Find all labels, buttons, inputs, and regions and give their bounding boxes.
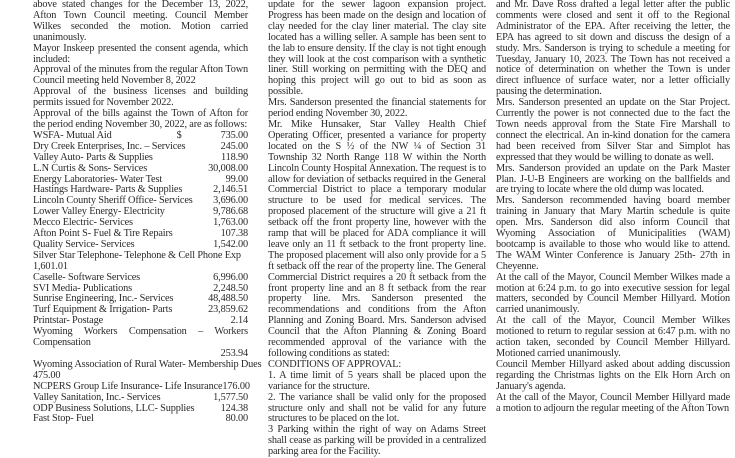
bill-amount: 1,542.00 xyxy=(213,238,248,250)
bill-payee: Quality Service- Services xyxy=(33,238,135,250)
paragraph: At the call of the Mayor, Council Member Hillyard made a motion to adjourn the regular meeting of the Afton Town xyxy=(496,391,730,414)
bill-payee: Energy Laboratories- Water Test xyxy=(33,173,163,185)
bill-payee: Valley Auto- Parts & Supplies xyxy=(33,151,153,163)
bill-amount: 107.38 xyxy=(220,228,248,240)
bill-payee: WSFA- Mutual Aid xyxy=(33,129,112,141)
currency-symbol: $ xyxy=(176,129,182,141)
paragraph: Mrs. Sanderson presented the financial statements for period ending November 30, 2022. xyxy=(268,97,486,120)
bill-amount: 1,601.01 xyxy=(33,260,68,272)
bill-payee: Wyoming Association of Rural Water- Membership Dues xyxy=(33,358,262,370)
paragraph: Mayor Inskeep presented the consent agenda, which included: xyxy=(33,42,248,65)
bill-row xyxy=(33,393,248,404)
bill-payee: L.N Curtis & Sons- Services xyxy=(33,162,148,174)
bill-amount: 475.00 xyxy=(33,369,61,381)
paragraph: and Mr. Dave Ross drafted a legal letter after the public comments were closed and sent it off to the Regional Administrator of the EPA. After receiving the letter, the EPA has agreed to sit down and discuss the design of a study. Mrs. Sanderson is trying to schedule a meeting for Tuesday, January 10, 2023. The Town has not received a notice of determination on whether the Town is under direct influence of surface water, nor a letter officially pausing the determination. xyxy=(496,0,730,98)
paragraph: Mr. Mike Hunsaker, Star Valley Health Chief Operating Officer, presented a variance for property located on the S ½ of the NW ¼ of Section 31 Township 32 North Range 118 W within the North Lincoln County Hospital Annexation. The request is to allow for deviation of setbacks required in the General Commercial District to place a temporary modular structure to be used for medical services. The proposed placement of the structure will give a 21 ft setback off the front property line, however with the ramp that will be placed for ADA compliance it will leave only an 11 ft setback to the front property line. The proposed placement will also only provide for a 5 ft setback off the rear of the property line. The General Commercial District requires a 20 ft setback from the front property line and an 8 ft setback from the rear property line. Mrs. Sanderson presented the recommendations and conditions from the Afton Planning and Zoning Board. Mrs. Sanderson advised Council that the Afton Planning & Zoning Board recommended approval of the variance with the following conditions as stated: xyxy=(268,118,486,359)
paragraph: CONDITIONS OF APPROVAL: xyxy=(268,358,402,370)
bill-payee: Fast Stop- Fuel xyxy=(33,413,94,425)
bill-row xyxy=(33,164,248,175)
paragraph: 3 Parking within the right of way on Adams Street shall cease as parking will be provided in a centralized parking area for the Facility. xyxy=(268,424,486,458)
bill-amount: 245.00 xyxy=(220,140,248,152)
bill-payee: NCPERS Group Life Insurance- Life Insurance xyxy=(33,380,223,392)
paragraph: Approval of the minutes from the regular Afton Town Council meeting held November 8, 2022 xyxy=(33,64,248,87)
bill-amount: 735.00 xyxy=(220,129,248,141)
bill-payee: Wyoming Workers Compensation – Workers Compensation xyxy=(33,326,248,349)
bill-row xyxy=(33,251,248,273)
bill-amount: 2,248.50 xyxy=(213,282,248,294)
bill-amount: 30,008.00 xyxy=(208,162,248,174)
bill-payee: Hastings Hardware- Parts & Supplies xyxy=(33,184,183,196)
paragraph: 1. A time limit of 5 years shall be placed upon the variance for the structure. xyxy=(268,369,486,392)
bill-row xyxy=(33,414,248,425)
bill-row xyxy=(33,358,262,382)
bill-payee: Silver Star Telephone- Telephone & Cell Phone Exp xyxy=(33,249,241,261)
bill-amount: 99.00 xyxy=(225,173,248,185)
bill-payee: Afton Point S- Fuel & Tire Repairs xyxy=(33,228,173,240)
bill-amount: 176.00 xyxy=(222,380,250,392)
bill-amount: 124.38 xyxy=(220,402,248,414)
bill-amount: 6,996.00 xyxy=(213,271,248,283)
bill-amount: 1,577.50 xyxy=(213,391,248,403)
bill-amount: 1,763.00 xyxy=(213,217,248,229)
bill-payee: SVI Media- Publications xyxy=(33,282,132,294)
bill-amount: 9,786.68 xyxy=(213,206,248,218)
paragraph: At the call of the Mayor, Council Member Wilkes motioned to return to regular session at 6:47 p.m. with no action taken, seconded by Council Member Hillyard. Motioned carried unanimously. xyxy=(496,315,730,359)
paragraph: Council Member Hillyard asked about adding discussion regarding the Christmas lights on the Elk Horn Arch on January's agenda. xyxy=(496,358,730,392)
paragraph: update for the sewer lagoon expansion project. Progress has been made on the design and location of clay needed for the clay liner material. The clay site located has a willing seller. A sample has been sent to the lab to ensure density. If the clay is not tight enough they will look at the cost comparison with a synthetic liner. Still working on permitting with the DEQ and hoping this project will go out to bid as soon as possible. xyxy=(268,0,486,98)
bill-payee: ODP Business Solutions, LLC- Supplies xyxy=(33,402,195,414)
bill-amount: 2,146.51 xyxy=(213,184,248,196)
bill-row xyxy=(33,327,248,360)
bill-payee: Valley Sanitation, Inc.- Services xyxy=(33,391,161,403)
bill-payee: Sunrise Engineering, Inc.- Services xyxy=(33,293,174,305)
bill-amount: 3,696.00 xyxy=(213,195,248,207)
column-middle xyxy=(268,0,486,458)
bill-payee: Caselle- Software Services xyxy=(33,271,141,283)
paragraph: 2. The variance shall be valid only for the proposed structure only and shall not be valid for any future structures to be placed on the lot. xyxy=(268,391,486,425)
paragraph: above stated changes for the December 13, 2022, Afton Town Council meeting. Council Member Wilkes seconded the motion. Motion carried unanimously. xyxy=(33,0,248,43)
column-right xyxy=(496,0,730,414)
bill-payee: Lincoln County Sheriff Office- Services xyxy=(33,195,193,207)
column-left xyxy=(33,0,262,425)
bill-row xyxy=(33,404,248,415)
bill-payee: Printstar- Postage xyxy=(33,315,104,327)
bill-payee: Dry Creek Enterprises, Inc. – Services xyxy=(33,140,186,152)
bill-payee: Mecco Electric- Services xyxy=(33,217,133,229)
bill-amount: 253.94 xyxy=(220,348,248,359)
bill-amount: 48,488.50 xyxy=(208,293,248,305)
paragraph: Mrs. Sanderson provided an update on the Park Master Plan. J-U-B Engineers are working on the ballfields and are trying to locate where the old dump was located. xyxy=(496,162,730,196)
paragraph: Mrs. Sanderson presented an update on the Star Project. Currently the power is not connected due to the fact the Town needs approval from the State Fire Marshall to connect the electrical. An in-kind donation for the camera had been received from Silver Star and Simplot has expressed that they would be willing to donate as well. xyxy=(496,97,730,163)
bill-amount: 2.14 xyxy=(230,315,248,327)
bill-amount: 80.00 xyxy=(225,413,248,425)
bill-amount: 118.90 xyxy=(220,151,248,163)
paragraph: Mrs. Sanderson recommended having board member training in January that Mary Martin schedule is quite open. Mrs. Sanderson did also inform Council that Wyoming Association of Municipalities (WAM) bootcamp is available to those who would like to attend. The WAM Winter Conference is January 25th- 27th in Cheyenne. xyxy=(496,195,730,272)
bill-payee: Turf Equipment & Irrigation- Parts xyxy=(33,304,173,316)
paragraph: At the call of the Mayor, Council Member Wilkes made a motion at 6:24 p.m. to go into executive session for legal matters, seconded by Council Member Hillyard. Motion carried unanimously. xyxy=(496,271,730,316)
paragraph: Approval of the bills against the Town of Afton for the period ending November 30, 2022, are as follows: xyxy=(33,108,248,130)
bill-amount: 23,859.62 xyxy=(208,304,248,316)
bills-list xyxy=(33,129,262,425)
paragraph: Approval of the business licenses and building permits issued for November 2022. xyxy=(33,86,248,109)
bill-payee: Lower Valley Energy- Electricity xyxy=(33,206,165,218)
